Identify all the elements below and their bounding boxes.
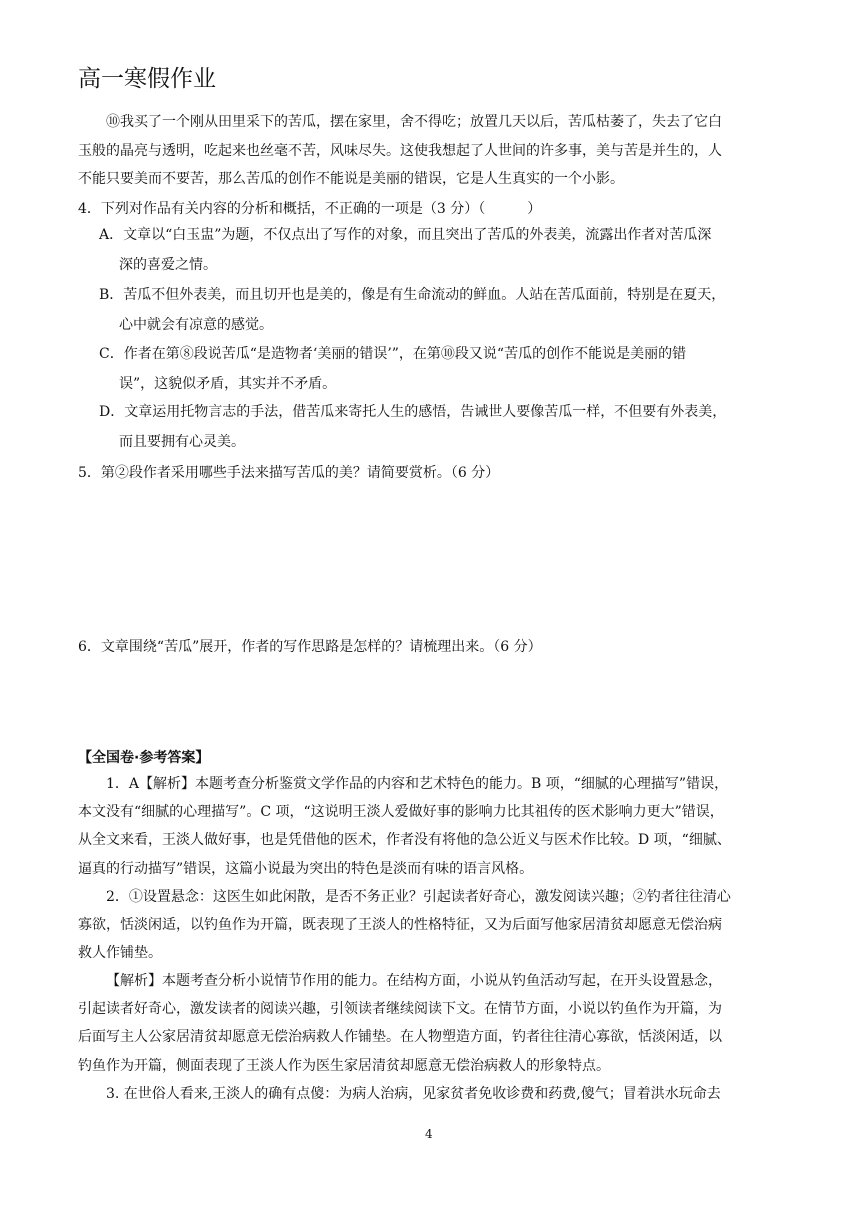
- answer-line: 2．①设置悬念：这医生如此闲散，是否不务正业？引起读者好奇心，激发阅读兴趣；②钓者往往清心: [106, 889, 731, 905]
- question-4-option-a: [99, 221, 789, 280]
- answer-line: 1．A【解析】本题考查分析鉴赏文学作品的内容和艺术特色的能力。B 项，“细腻的心理描写”错误，: [106, 776, 729, 792]
- answer-line: 救人作铺垫。: [78, 945, 162, 962]
- passage-line: 不能只要美而不要苦，那么苦瓜的创作不能说是美丽的错误，它是人生真实的一个小影。: [78, 171, 624, 187]
- answer-line: 寡欲，恬淡闲适，以钓鱼作为开篇，既表现了王淡人的性格特征，又为后面写他家居清贫却愿意无偿治病: [78, 917, 722, 934]
- passage-line: ⑩我买了一个刚从田里采下的苦瓜，摆在家里，舍不得吃；放置几天以后，苦瓜枯萎了，失去了它白: [106, 114, 722, 130]
- page-header-title: 高一寒假作业: [78, 66, 216, 92]
- answer-line: 本文没有“细腻的心理描写”。C 项，“这说明王淡人爱做好事的影响力比其祖传的医术影响力更大”错误，: [78, 804, 724, 821]
- option-line: 深的喜爱之情。: [119, 256, 217, 273]
- option-line: C．作者在第⑧段说苦瓜“是造物者‘美丽的错误’”，在第⑩段又说“苦瓜的创作不能说是美丽的错: [99, 346, 687, 362]
- answer-line: 从全文来看，王淡人做好事，也是凭借他的医术，作者没有将他的急公近义与医术作比较。D 项，“细腻、: [78, 832, 731, 849]
- answer-line: 3. 在世俗人看来,王淡人的确有点傻：为病人治病，见家贫者免收诊费和药费,傻气；冒着洪水玩命去: [106, 1086, 721, 1102]
- question-5-stem: 5．第②段作者采用哪些手法来描写苦瓜的美？请简要赏析。（6 分）: [78, 465, 500, 481]
- page-number: 4: [425, 1127, 433, 1141]
- option-line: D．文章运用托物言志的手法，借苦瓜来寄托人生的感悟，告诫世人要像苦瓜一样，不但要有外表美，: [99, 404, 727, 420]
- question-4-stem: 4．下列对作品有关内容的分析和概括，不正确的一项是（3 分）（ ）: [78, 201, 542, 217]
- answer-line: 逼真的行动描写”错误，这篇小说最为突出的特色是淡而有味的语言风格。: [78, 860, 534, 877]
- option-line: 误”，这貌似矛盾，其实并不矛盾。: [119, 375, 337, 392]
- answer-3: [78, 1080, 784, 1108]
- answer-line: 后面写主人公家居清贫却愿意无偿治病救人作铺垫。在人物塑造方面，钓者往往清心寡欲，恬淡闲适，以: [78, 1029, 722, 1046]
- passage-paragraph-10: [78, 108, 784, 194]
- answer-2-analysis: [78, 967, 784, 1080]
- question-4-option-c: [99, 340, 789, 399]
- option-line: 心中就会有凉意的感觉。: [119, 316, 273, 333]
- question-4-option-b: [99, 281, 789, 340]
- option-line: B．苦瓜不但外表美，而且切开也是美的，像是有生命流动的鲜血。人站在苦瓜面前，特别是在夏天，: [99, 287, 726, 303]
- answer-1: [78, 770, 784, 883]
- answer-line: 钓鱼作为开篇，侧面表现了王淡人作为医生家居清贫却愿意无偿治病救人的形象特点。: [78, 1057, 610, 1074]
- answers-header: 【全国卷·参考答案】: [78, 750, 210, 766]
- passage-line: 玉般的晶亮与透明，吃起来也丝毫不苦，风味尽失。这使我想起了人世间的许多事，美与苦是并生的，人: [78, 142, 722, 159]
- answer-2: [78, 883, 784, 968]
- option-line: A．文章以“白玉盅”为题，不仅点出了写作的对象，而且突出了苦瓜的外表美，流露出作者对苦瓜深: [99, 227, 712, 243]
- question-4-option-d: [99, 398, 789, 457]
- option-line: 而且要拥有心灵美。: [119, 433, 245, 450]
- answer-line: 引起读者好奇心，激发读者的阅读兴趣，引领读者继续阅读下文。在情节方面，小说以钓鱼作为开篇，为: [78, 1001, 722, 1018]
- question-6-stem: 6．文章围绕“苦瓜”展开，作者的写作思路是怎样的？请梳理出来。（6 分）: [78, 639, 542, 655]
- answer-line: 【解析】本题考查分析小说情节作用的能力。在结构方面，小说从钓鱼活动写起，在开头设置悬念，: [106, 973, 722, 989]
